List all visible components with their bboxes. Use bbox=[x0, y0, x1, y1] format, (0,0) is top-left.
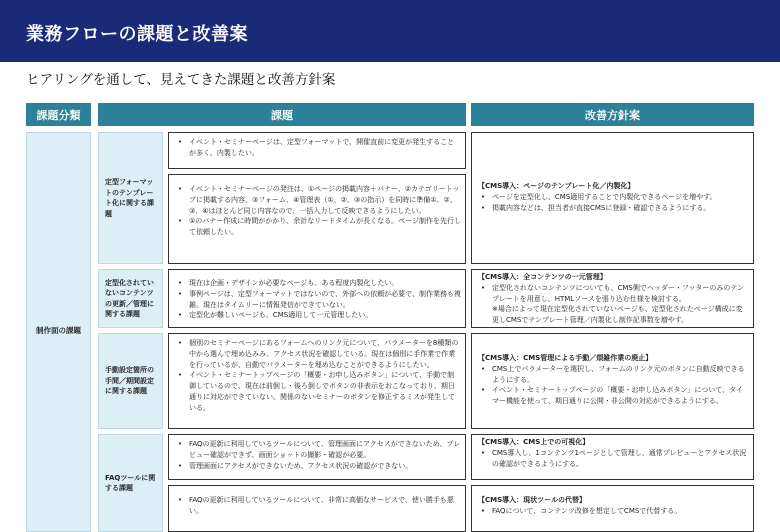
improvement-heading: 【CMS導入：全コンテンツの一元管理】 bbox=[478, 273, 607, 281]
issue-item: • ①のバナー作成に時間がかかり、余計なリードタイムが長くなる。ページ制作を先行して依頼したい。 bbox=[189, 216, 461, 238]
category-cell bbox=[26, 132, 91, 532]
improvement-heading: 【CMS導入：CMS管理による手動／煩雑作業の廃止】 bbox=[478, 354, 653, 362]
issue-box bbox=[168, 174, 466, 264]
topic-faq-tool bbox=[98, 434, 163, 532]
improvement-item: • CMS導入し、1コンテンツ1ページとして管理し、通常プレビューとアクセス状況の確認ができるようにする。 bbox=[492, 448, 749, 470]
issue-box bbox=[168, 333, 466, 429]
topic-template bbox=[98, 132, 163, 264]
improvement-heading: 【CMS導入：現状ツールの代替】 bbox=[478, 496, 587, 504]
topic-uncategorized-content bbox=[98, 269, 163, 328]
improvement-item: • イベント・セミナートップページの「概要・お申し込みボタン」について、タイマー機能を使って、期日通りに公開・非公開の対応ができるようにする。 bbox=[492, 385, 749, 407]
topic-label: 定型化されていないコンテンツの更新／管理に関する課題 bbox=[105, 278, 154, 318]
improvement-heading: 【CMS導入：CMS上での可視化】 bbox=[478, 438, 590, 446]
improvement-box bbox=[471, 485, 754, 532]
issue-item: • 事例ページは、定型フォーマットではないので、外部への依頼が必要で、制作業務も複雑。現在はタイムリーに情報発信ができていない。 bbox=[189, 289, 461, 311]
topic-manual-settings bbox=[98, 333, 163, 429]
issue-box bbox=[168, 132, 466, 169]
page-subtitle: ヒアリングを通して、見えてきた課題と改善方針案 bbox=[26, 72, 336, 88]
topic-label: 定型フォーマットのテンプレート化に関する課題 bbox=[105, 178, 154, 218]
improvement-note: ※場合によって現在定型化されていないページも、定型化されたページ構成に変更しCMSでテンプレート管理／内製化し制作記事数を増やす。 bbox=[492, 305, 743, 325]
category-label: 制作面の課題 bbox=[36, 326, 81, 335]
improvement-box bbox=[471, 434, 754, 480]
page-title: 業務フローの課題と改善案 bbox=[26, 24, 248, 45]
column-header-issue: 課題 bbox=[98, 103, 466, 126]
issue-item: • イベント・セミナートップページの「概要・お申し込みボタン」について、手動で制御しているので、現在は前倒し・後ろ倒しでボタンの非表示をおこなっており、期日通りに対応ができていない。関係のないセミナーのボタンを修正するミスが発生している。 bbox=[189, 370, 461, 413]
issue-item: • 定型化が難しいページも、CMS適用して一元管理したい。 bbox=[189, 310, 461, 321]
header-bar bbox=[0, 0, 780, 62]
improvement-box bbox=[471, 132, 754, 264]
column-header-improvement: 改善方針案 bbox=[471, 103, 754, 126]
improvement-box bbox=[471, 269, 754, 328]
issue-box bbox=[168, 434, 466, 480]
improvement-item: • 定型化されないコンテンツについても、CMS側でヘッダー・フッターのみのテンプレートを用意し、HTMLソースを張り込む仕様を検討する。 bbox=[492, 283, 749, 305]
issue-item: • 個別のセミナーページにあるフォームへのリンク元について、パラメーターを8種類の中から選んで埋め込みみ、アクセス状況を確認している。現在は個別に手作業で作業を行っているが、自動でパラメーターを埋め込むことができるようにしたい。 bbox=[189, 338, 461, 370]
issue-item: • FAQの更新に利用しているツールについて、非常に高価なサービスで、使い勝手も悪い。 bbox=[189, 495, 461, 517]
improvement-item: • 掲載内容などは、担当者が直接CMSに登録・確認できるようにする。 bbox=[492, 203, 749, 214]
issue-box bbox=[168, 269, 466, 328]
improvement-heading: 【CMS導入：ページのテンプレート化／内製化】 bbox=[478, 182, 635, 190]
improvement-item: • FAQについて、コンテンツ改修を想定してCMSで代替する。 bbox=[492, 506, 749, 517]
issue-item: • イベント・セミナーページの発注は、①ページの掲載内容＋バナー、②カテゴリートップに掲載する内容、③フォーム、④管理表（①、②、③の指示）を同時に準備①、②、③、④はほとんど同じ内容なので、一括入力して反映できるようにしたい。 bbox=[189, 184, 461, 216]
topic-label: FAQツールに関する課題 bbox=[105, 473, 156, 492]
improvement-item: • CMS上でパラメーターを選択し、フォームのリンク元のボタンに自動反映できるようにする。 bbox=[492, 364, 749, 386]
issue-item: • 管理画面にアクセスができないため、アクセス状況の確認ができない。 bbox=[189, 461, 461, 472]
issue-item: • FAQの更新に利用しているツールについて、管理画面にアクセスができないため、プレビュー確認ができず、画面ショットの撮影・確認が必要。 bbox=[189, 439, 461, 461]
issue-item: • イベント・セミナーページは、定型フォーマットで、開催直前に変更が発生することが多く、内製したい。 bbox=[189, 137, 461, 159]
issue-item: • 現在は企画・デザインが必要なページも、ある程度内製化したい。 bbox=[189, 278, 461, 289]
topic-label: 手動設定箇所の手間／期間設定に関する課題 bbox=[105, 366, 154, 396]
issue-box bbox=[168, 485, 466, 532]
improvement-item: • ページを定型化し、CMS適用することで内製化できるページを増やす。 bbox=[492, 192, 749, 203]
improvement-box bbox=[471, 333, 754, 429]
column-header-category: 課題分類 bbox=[26, 103, 91, 126]
